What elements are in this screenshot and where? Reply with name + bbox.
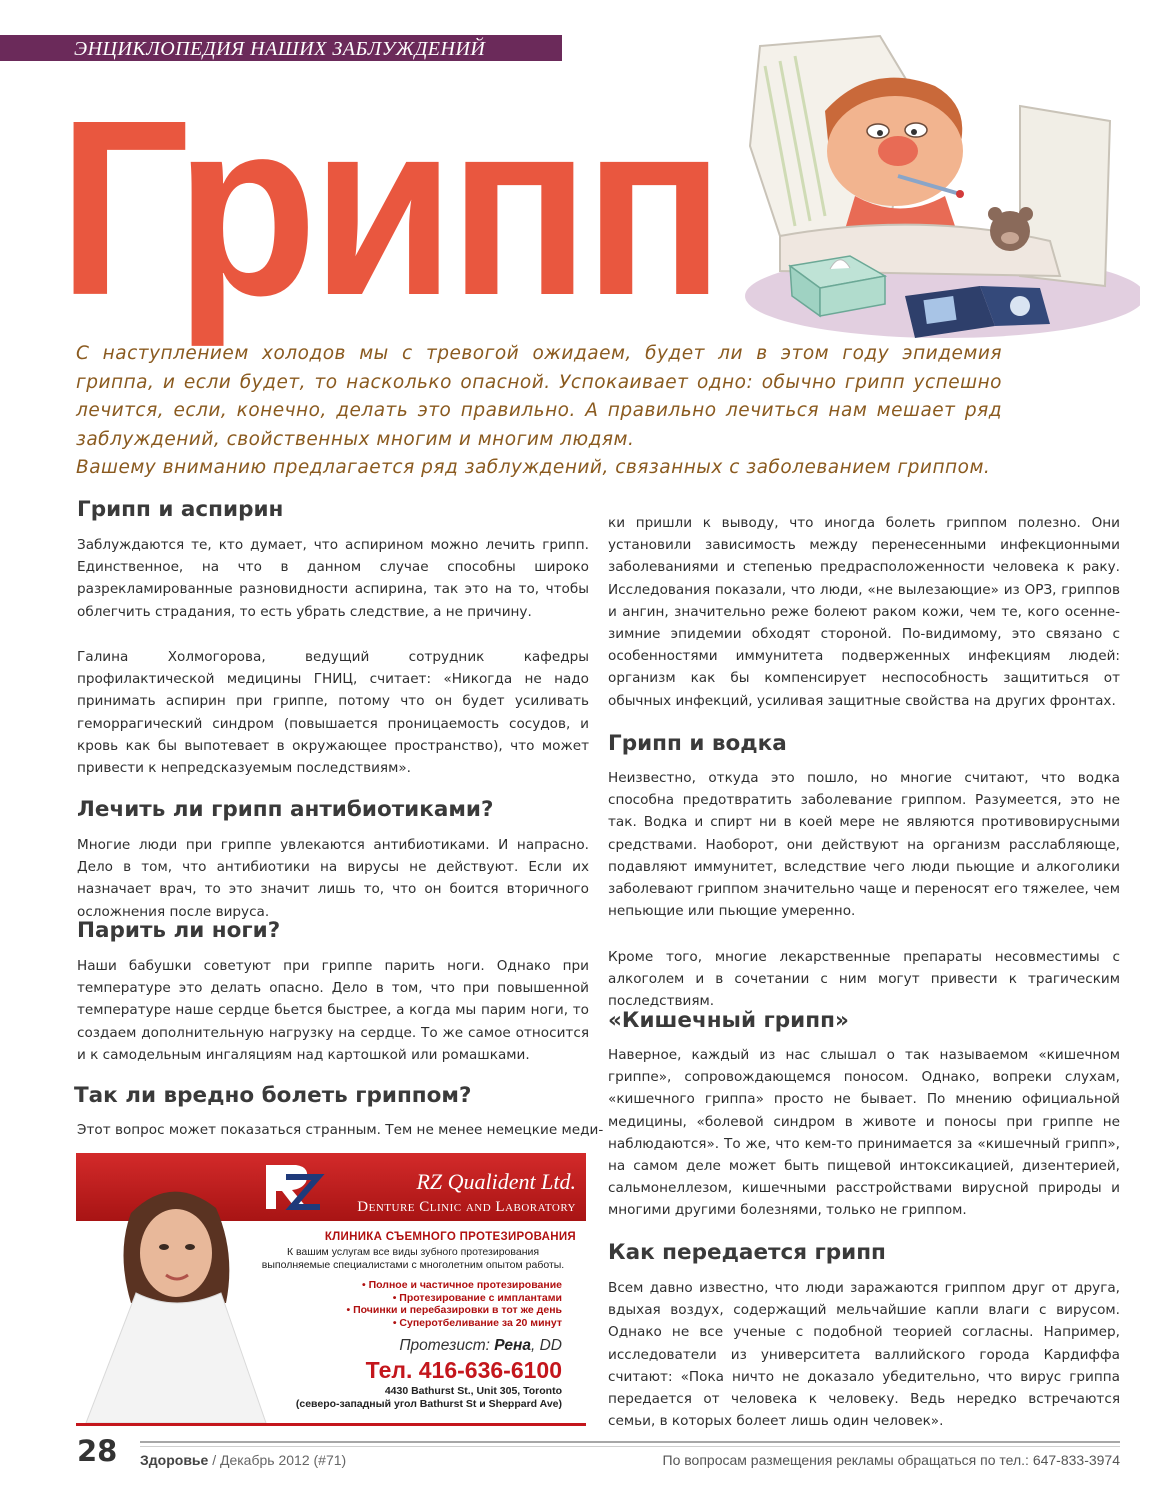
ad-prosthetist-name: Рена — [494, 1337, 531, 1354]
heading-harmful: Так ли вредно болеть гриппом? — [74, 1083, 472, 1108]
harmful-text-2: ки пришли к выводу, что иногда болеть гриппом полезно. Они установили зависимость между перенесенными инфекционными заболеваниями и степенью предрасположенности человека к раку. Исследования показали, что люди, «не вылезающие» из ОРЗ, гриппов и ангин, значительно реже болеют раком кожи, чем те, кого осенне-зимние эпидемии обходят стороной. По-видимому, это связано с особенностями иммунитета подверженных инфекциям людей: организм как бы компенсирует неспособность защититься от обычных инфекций, усиливая защитные свойства на других фронтах. — [608, 515, 1120, 709]
harmful-text-1: Этот вопрос может показаться странным. Тем не менее немецкие меди- — [77, 1122, 604, 1138]
lead-text-2: Вашему вниманию предлагается ряд заблуждений, связанных с заболеванием гриппом. — [76, 457, 991, 478]
footer-divider — [140, 1441, 1120, 1443]
antibiotics-text: Многие люди при гриппе увлекаются антибиотиками. И напрасно. Дело в том, что антибиотики на вирусы не действуют. Если их назначает врач, то это значит лишь то, что он боится вторичного осложнения после вируса. — [77, 837, 589, 920]
ad-company-name: RZ Qualident Ltd. — [416, 1169, 576, 1194]
ad-tagline: Denture Clinic and Laboratory — [357, 1199, 576, 1215]
ad-prosthetist — [316, 1337, 562, 1355]
page-title: Грипп — [58, 68, 719, 347]
transmission-text: Всем давно известно, что люди заражаются гриппом друг от друга, вдыхая воздух, содержащий мельчайшие капли влаги с вирусом. Однако не все ученые с подобной теорией согласны. Например, исследователи из университета валлийского города Кардиффа считают: «Пока ничто не доказало убедительно, что вирус гриппа передается от человека к человеку. Ведь нередко встречаются семьи, в которых болеет лишь один человек». — [608, 1280, 1120, 1430]
ad-address-line-2: (северо-западный угол Bathurst St и Sheppard Ave) — [295, 1398, 562, 1410]
ad-services-list — [276, 1279, 562, 1329]
heading-intestinal: «Кишечный грипп» — [608, 1008, 849, 1033]
ad-address — [266, 1385, 562, 1411]
ad-clinic-title: КЛИНИКА СЪЕМНОГО ПРОТЕЗИРОВАНИЯ — [324, 1231, 576, 1243]
ad-service-item: • Суперотбеливание за 20 минут — [392, 1316, 562, 1329]
footer-issue: Декабрь 2012 (#71) — [219, 1452, 347, 1468]
ad-woman-photo — [76, 1173, 276, 1423]
ad-address-line-1: 4430 Bathurst St., Unit 305, Toronto — [384, 1385, 562, 1397]
ad-intro: К вашим услугам все виды зубного протезирования выполняемые специалистами с многолетним опытом работы. — [261, 1246, 565, 1271]
ad-prosthetist-label: Протезист: — [399, 1337, 490, 1354]
vodka-text-2: Кроме того, многие лекарственные препараты несовместимы с алкоголем и в сочетании с ним могут привести к трагическим последствиям. — [608, 949, 1120, 1010]
ad-service-item: • Протезирование с имплантами — [392, 1291, 562, 1304]
section-header-label: ЭНЦИКЛОПЕДИЯ НАШИХ ЗАБЛУЖДЕНИЙ — [74, 38, 486, 60]
page-number: 28 — [77, 1434, 118, 1468]
ad-prosthetist-suffix: , DD — [531, 1337, 562, 1354]
heading-feet: Парить ли ноги? — [77, 918, 281, 943]
ad-phone[interactable]: Тел. 416-636-6100 — [365, 1357, 562, 1383]
vodka-text-1: Неизвестно, откуда это пошло, но многие считают, что водка способна предотвратить заболевание гриппом. Разумеется, это не так. Водка и спирт ни в коей мере не являются противовирусными средствами. Наоборот, они действуют на организм расслабляюще, подавляют иммунитет, вследствие чего люди пьющие и алкоголики заболевают гриппом значительно чаще и переносят его тяжелее, чем непьющие или пьющие умеренно. — [608, 770, 1120, 920]
heading-aspirin: Грипп и аспирин — [77, 497, 284, 522]
rz-logo-icon — [256, 1157, 326, 1217]
footer-ad-contact: По вопросам размещения рекламы обращаться по тел.: 647-833-3974 — [662, 1452, 1120, 1468]
feet-text: Наши бабушки советуют при гриппе парить ноги. Однако при температуре это делать опасно. Дело в том, что при повышенной температуре наше сердце бьется быстрее, а когда мы парим ноги, то создаем дополнительную нагрузку на сердце. То же самое относится и к самодельным ингаляциям над картошкой или ромашками. — [77, 958, 589, 1063]
intestinal-text: Наверное, каждый из нас слышал о так называемом «кишечном гриппе», сопровождающемся поносом. Однако, вопреки слухам, «кишечного гриппа» просто не бывает. По мнению официальной медицины, «болевой синдром в животе и поносы при гриппе не наблюдаются». То же, что кем-то принимается за «кишечный грипп», на самом деле может быть пищевой интоксикацией, дизентерией, сальмонеллезом, кишечными расстройствами вирусной природы и многими другими болезнями, только не гриппом. — [608, 1047, 1120, 1219]
heading-vodka: Грипп и водка — [608, 731, 787, 756]
heading-antibiotics: Лечить ли грипп антибиотиками? — [77, 797, 494, 822]
footer-magazine — [140, 1452, 346, 1468]
dental-clinic-ad[interactable] — [76, 1153, 586, 1426]
aspirin-text-2: Галина Холмогорова, ведущий сотрудник кафедры профилактической медицины ГНИЦ, считает: «Никогда не надо принимать аспирин при гриппе, потому что он будет усиливать геморрагический синдром (повышается проницаемость сосудов, и кровь как бы выпотевает в окружающее пространство), что может привести к непредсказуемым последствиям». — [77, 649, 589, 777]
footer-separator: / — [208, 1452, 220, 1468]
heading-transmission: Как передается грипп — [608, 1240, 886, 1265]
ad-service-item: • Починки и перебазировки в тот же день — [346, 1304, 562, 1317]
lead-text: С наступлением холодов мы с тревогой ожидаем, будет ли в этом году эпидемия гриппа, и если будет, то насколько опасной. Успокаивает одно: обычно грипп успешно лечится, если, конечно, делать это правильно. А правильно лечиться нам мешает ряд заблуждений, свойственных многим и многим людям. — [76, 343, 1002, 450]
aspirin-text-1: Заблуждаются те, кто думает, что аспирином можно лечить грипп. Единственное, на что в данном случае способны широко разрекламированные разновидности аспирина, так это на то, чтобы облегчить страдания, то есть убрать следствие, а не причину. — [77, 537, 589, 620]
footer-divider-thin — [140, 1446, 1120, 1447]
ad-service-item: • Полное и частичное протезирование — [361, 1279, 562, 1291]
footer-magazine-name: Здоровье — [140, 1452, 209, 1468]
sick-child-illustration — [720, 26, 1140, 344]
lead-paragraph — [76, 340, 1002, 483]
